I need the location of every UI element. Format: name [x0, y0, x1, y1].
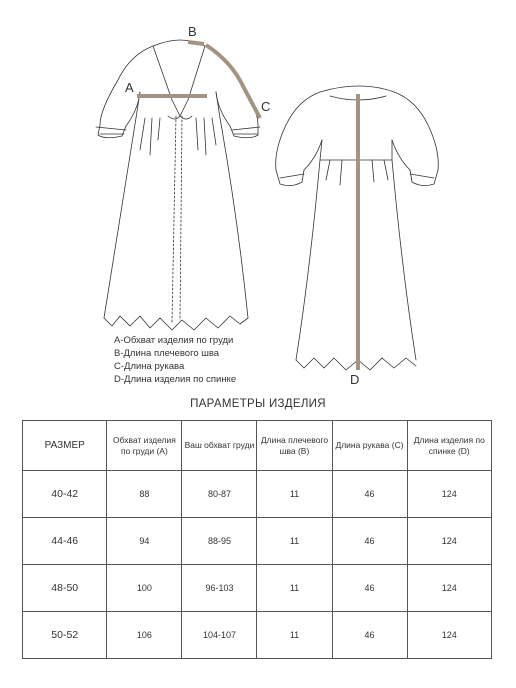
legend-item-a: A-Обхват изделия по груди — [114, 335, 234, 346]
cell-size: 44-46 — [23, 518, 107, 565]
cell-chest-garment: 94 — [107, 518, 182, 565]
cell-sleeve: 46 — [332, 518, 407, 565]
cell-chest-garment: 100 — [107, 565, 182, 612]
cell-shoulder: 11 — [257, 518, 332, 565]
header-chest-garment: Обхват изделия по груди (A) — [107, 421, 182, 471]
table-row — [23, 471, 492, 518]
cell-shoulder: 11 — [257, 471, 332, 518]
table-header-row — [23, 421, 492, 471]
cell-shoulder: 11 — [257, 565, 332, 612]
label-a: A — [125, 80, 134, 95]
legend-item-d: D-Длина изделия по спинке — [114, 374, 237, 385]
measurement-legend — [114, 334, 236, 386]
header-sleeve: Длина рукава (C) — [332, 421, 407, 471]
cell-your-chest: 104-107 — [182, 612, 257, 659]
cell-length: 124 — [407, 518, 491, 565]
legend-item-b: B-Длина плечевого шва — [114, 348, 220, 359]
cell-your-chest: 96-103 — [182, 565, 257, 612]
cell-chest-garment: 88 — [107, 471, 182, 518]
header-shoulder: Длина плечевого шва (B) — [257, 421, 332, 471]
cell-length: 124 — [407, 565, 491, 612]
table-title: ПАРАМЕТРЫ ИЗДЕЛИЯ — [190, 398, 326, 410]
size-parameters-table — [22, 420, 492, 659]
front-view — [96, 40, 260, 330]
cell-sleeve: 46 — [332, 565, 407, 612]
measure-c-line — [206, 45, 260, 118]
label-b: B — [188, 24, 197, 39]
cell-sleeve: 46 — [332, 612, 407, 659]
table-row — [23, 612, 492, 659]
cell-length: 124 — [407, 612, 491, 659]
cell-sleeve: 46 — [332, 471, 407, 518]
cell-length: 124 — [407, 471, 491, 518]
header-your-chest: Ваш обхват груди — [182, 421, 257, 471]
cell-your-chest: 80-87 — [182, 471, 257, 518]
label-c: C — [261, 99, 271, 114]
measure-b-line — [188, 42, 204, 44]
cell-size: 50-52 — [23, 612, 107, 659]
cell-size: 48-50 — [23, 565, 107, 612]
cell-your-chest: 88-95 — [182, 518, 257, 565]
header-length: Длина изделия по спинке (D) — [407, 421, 491, 471]
cell-chest-garment: 106 — [107, 612, 182, 659]
header-size: РАЗМЕР — [23, 421, 107, 471]
cell-shoulder: 11 — [257, 612, 332, 659]
table-row — [23, 518, 492, 565]
cell-size: 40-42 — [23, 471, 107, 518]
label-d: D — [350, 372, 360, 387]
legend-item-c: C-Длина рукава — [114, 361, 185, 372]
table-row — [23, 565, 492, 612]
